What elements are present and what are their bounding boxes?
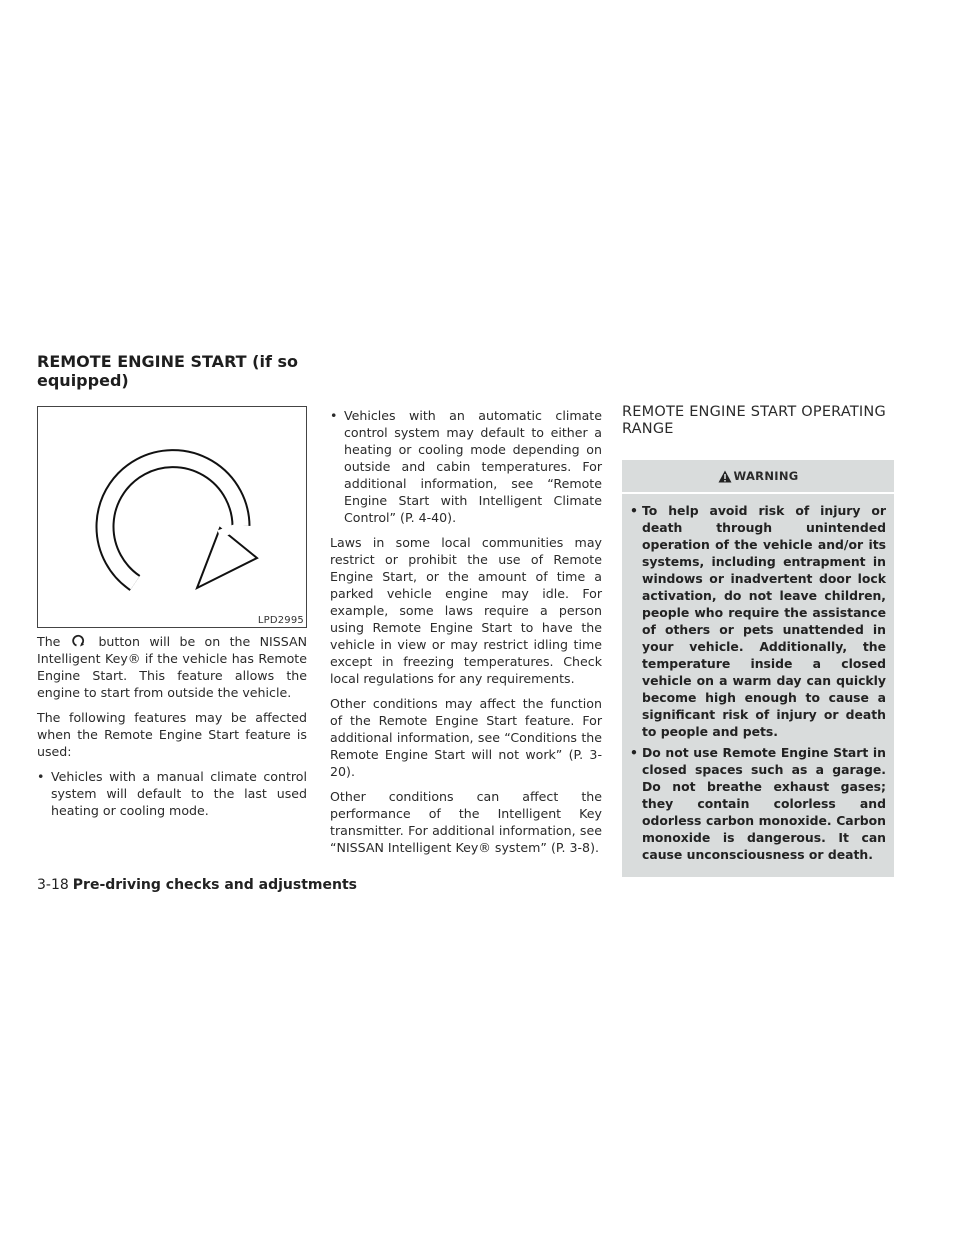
section-title: REMOTE ENGINE START (if so equipped) [37,352,298,390]
column-2 [330,407,602,864]
list-item [37,768,307,819]
warning-triangle-icon [718,470,732,483]
bullet-mark: • [630,745,638,760]
page-footer [37,877,357,893]
warning-label: WARNING [733,469,799,483]
column-3 [622,404,894,877]
warning-item [630,502,886,740]
laws-paragraph: Laws in some local communities may restrict or prohibit the use of Remote Engine Start, or the amount of time a parked vehicle engine may idle. For example, some laws require a person using Remote Engine Start to have the vehicle in view or may restrict idling time except in freezing temperatures. Check local regulations for any requirements. [330,535,602,686]
bullet-mark: • [37,769,45,784]
list-item-text: Vehicles with an automatic climate control system may default to either a heating or cooling mode depending on outside and cabin temperatures. For additional information, see “Remote Engine Start with Intelligent Climate Control” (P. 4-40). [344,408,602,525]
list-item [330,407,602,526]
warning-item-text: Do not use Remote Engine Start in closed spaces such as a garage. Do not breathe exhaust gases; they contain colorless and odorless carbon monoxide. Carbon monoxide is dangerous. It can cause unconsciousness or death. [642,745,886,862]
warning-item-text: To help avoid risk of injury or death through unintended operation of the vehicle and/or its systems, including entrapment in windows or inadvertent door lock activation, do not leave children, people who require the assistance of others or pets unattended in your vehicle. Additionally, the temperature inside a closed vehicle on a warm day can quickly become high enough to cause a significant risk of injury or death to people and pets. [642,503,886,739]
warning-header [622,460,894,494]
operating-range-heading: REMOTE ENGINE START OPERATING RANGE [622,404,886,437]
intro-text-before: The [37,634,61,649]
figure-remote-start [37,406,307,628]
list-item-text: Vehicles with a manual climate control system will default to the last used heating or cooling mode. [51,769,307,818]
conditions-paragraph: Other conditions may affect the function of the Remote Engine Start feature. For additional information, see “Conditions the Remote Engine Start will not work” (P. 3-20). [330,696,602,779]
intro-paragraph [37,633,307,701]
transmitter-paragraph: Other conditions can affect the performance of the Intelligent Key transmitter. For additional information, see “NISSAN Intelligent Key® system” (P. 3-8). [330,789,602,855]
remote-start-button-icon [60,634,98,648]
warning-item [630,744,886,863]
bullet-mark: • [330,408,338,423]
chapter-title: Pre-driving checks and adjustments [72,877,357,893]
column-1 [37,633,307,827]
intro-text-after: button will be on the NISSAN Intelligent Key® if the vehicle has Remote Engine Start. This feature allows the engine to start from outside the vehicle. [37,634,307,700]
page-number: 3-18 [37,877,69,893]
warning-box [622,460,894,877]
bullet-mark: • [630,503,638,518]
features-paragraph: The following features may be affected when the Remote Engine Start feature is used: [37,710,307,759]
remote-engine-start-arrow-icon [38,407,308,629]
figure-code: LPD2995 [257,615,304,626]
